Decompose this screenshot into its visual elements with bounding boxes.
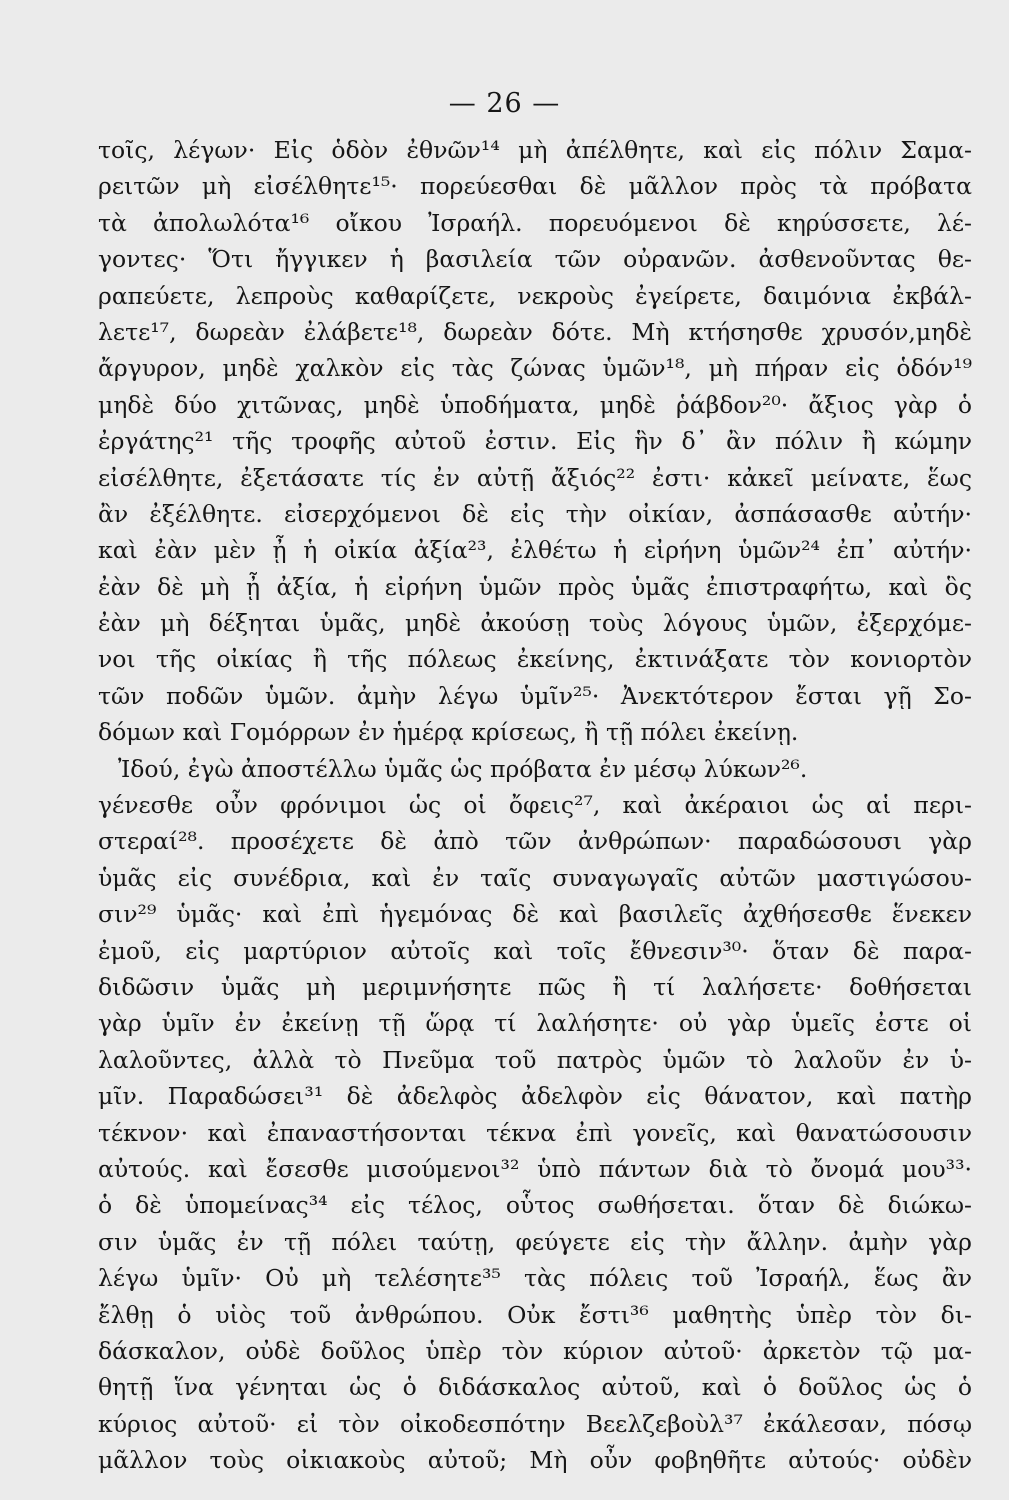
text-line: θητῇ ἵνα γένηται ὡς ὁ διδάσκαλος αὐτοῦ, καὶ ὁ δοῦλος ὡς ὁ <box>98 1373 972 1402</box>
text-line: γὰρ ὑμῖν ἐν ἐκείνῃ τῇ ὥρᾳ τί λαλήσητε· οὐ γὰρ ὑμεῖς ἐστε οἱ <box>98 1009 972 1038</box>
text-line: ὁ δὲ ὑπομείνας³⁴ εἰς τέλος, οὗτος σωθήσεται. ὅταν δὲ διώκω- <box>98 1191 972 1220</box>
text-line: διδῶσιν ὑμᾶς μὴ μεριμνήσητε πῶς ἢ τί λαλήσετε· δοθήσεται <box>98 972 972 1001</box>
text-line: ἄργυρον, μηδὲ χαλκὸν εἰς τὰς ζώνας ὑμῶν¹⁸, μὴ πήραν εἰς ὁδόν¹⁹ <box>98 354 972 383</box>
text-line: στεραί²⁸. προσέχετε δὲ ἀπὸ τῶν ἀνθρώπων· παραδώσουσι γὰρ <box>98 827 972 856</box>
text-line: εἰσέλθητε, ἐξετάσατε τίς ἐν αὐτῇ ἄξιός²² ἐστι· κἀκεῖ μείνατε, ἕως <box>98 463 972 492</box>
text-line: λαλοῦντες, ἀλλὰ τὸ Πνεῦμα τοῦ πατρὸς ὑμῶν τὸ λαλοῦν ἐν ὑ- <box>98 1045 972 1074</box>
text-line: λετε¹⁷, δωρεὰν ἐλάβετε¹⁸, δωρεὰν δότε. Μὴ κτήσησθε χρυσόν,μηδὲ <box>98 317 972 346</box>
text-line: ἂν ἐξέλθητε. εἰσερχόμενοι δὲ εἰς τὴν οἰκίαν, ἀσπάσασθε αὐτήν· <box>98 499 972 528</box>
text-line: ἔλθῃ ὁ υἱὸς τοῦ ἀνθρώπου. Οὐκ ἔστι³⁶ μαθητὴς ὑπὲρ τὸν δι- <box>98 1300 972 1329</box>
text-line: μᾶλλον τοὺς οἰκιακοὺς αὐτοῦ; Μὴ οὖν φοβηθῆτε αὐτούς· οὐδὲν <box>98 1446 972 1475</box>
paragraph <box>98 132 972 751</box>
text-line: ὑμᾶς εἰς συνέδρια, καὶ ἐν ταῖς συναγωγαῖς αὐτῶν μαστιγώσου- <box>98 863 972 892</box>
text-line: ἐὰν δὲ μὴ ᾖ ἀξία, ἡ εἰρήνη ὑμῶν πρὸς ὑμᾶς ἐπιστραφήτω, καὶ ὃς <box>98 572 972 601</box>
page-number: — 26 — <box>448 88 561 119</box>
text-line: αὐτούς. καὶ ἔσεσθε μισούμενοι³² ὑπὸ πάντων διὰ τὸ ὄνομά μου³³· <box>98 1154 972 1183</box>
text-line: καὶ ἐὰν μὲν ᾖ ἡ οἰκία ἀξία²³, ἐλθέτω ἡ εἰρήνη ὑμῶν²⁴ ἐπ᾽ αὐτήν· <box>98 536 972 565</box>
text-line: σιν²⁹ ὑμᾶς· καὶ ἐπὶ ἡγεμόνας δὲ καὶ βασιλεῖς ἀχθήσεσθε ἕνεκεν <box>98 900 972 929</box>
text-line: δόμων καὶ Γομόρρων ἐν ἡμέρᾳ κρίσεως, ἢ τῇ πόλει ἐκείνῃ. <box>98 718 799 747</box>
text-line: τὰ ἀπολωλότα¹⁶ οἴκου Ἰσραήλ. πορευόμενοι δὲ κηρύσσετε, λέ- <box>98 208 972 237</box>
text-line: γοντες· Ὅτι ἤγγικεν ἡ βασιλεία τῶν οὐρανῶν. ἀσθενοῦντας θε- <box>98 245 972 274</box>
text-line: τῶν ποδῶν ὑμῶν. ἀμὴν λέγω ὑμῖν²⁵· Ἀνεκτότερον ἔσται γῇ Σο- <box>98 681 972 710</box>
text-line: ἐμοῦ, εἰς μαρτύριον αὐτοῖς καὶ τοῖς ἔθνεσιν³⁰· ὅταν δὲ παρα- <box>98 936 972 965</box>
text-line: Ἰδού, ἐγὼ ἀποστέλλω ὑμᾶς ὡς πρόβατα ἐν μέσῳ λύκων²⁶. <box>118 754 808 783</box>
text-line: τέκνον· καὶ ἐπαναστήσονται τέκνα ἐπὶ γονεῖς, καὶ θανατώσουσιν <box>98 1118 972 1147</box>
text-line: γένεσθε οὖν φρόνιμοι ὡς οἱ ὄφεις²⁷, καὶ ἀκέραιοι ὡς αἱ περι- <box>98 791 972 820</box>
text-line: ἐὰν μὴ δέξηται ὑμᾶς, μηδὲ ἀκούσῃ τοὺς λόγους ὑμῶν, ἐξερχόμε- <box>98 609 972 638</box>
body-text <box>98 132 972 1478</box>
paragraph <box>98 751 972 1479</box>
text-line: σιν ὑμᾶς ἐν τῇ πόλει ταύτῃ, φεύγετε εἰς τὴν ἄλλην. ἀμὴν γὰρ <box>98 1227 972 1256</box>
text-line: μῖν. Παραδώσει³¹ δὲ ἀδελφὸς ἀδελφὸν εἰς θάνατον, καὶ πατὴρ <box>98 1082 972 1111</box>
text-line: νοι τῆς οἰκίας ἢ τῆς πόλεως ἐκείνης, ἐκτινάξατε τὸν κονιορτὸν <box>98 645 972 674</box>
text-line: τοῖς, λέγων· Εἰς ὁδὸν ἐθνῶν¹⁴ μὴ ἀπέλθητε, καὶ εἰς πόλιν Σαμα- <box>98 136 972 164</box>
text-line: κύριος αὐτοῦ· εἰ τὸν οἰκοδεσπότην Βεελζεβοὺλ³⁷ ἐκάλεσαν, πόσῳ <box>98 1409 972 1438</box>
text-line: δάσκαλον, οὐδὲ δοῦλος ὑπὲρ τὸν κύριον αὐτοῦ· ἀρκετὸν τῷ μα- <box>98 1336 972 1365</box>
text-line: μηδὲ δύο χιτῶνας, μηδὲ ὑποδήματα, μηδὲ ῥάβδον²⁰· ἄξιος γὰρ ὁ <box>98 390 972 419</box>
text-line: λέγω ὑμῖν· Οὐ μὴ τελέσητε³⁵ τὰς πόλεις τοῦ Ἰσραήλ, ἕως ἂν <box>98 1264 972 1293</box>
text-line: ρειτῶν μὴ εἰσέλθητε¹⁵· πορεύεσθαι δὲ μᾶλλον πρὸς τὰ πρόβατα <box>98 172 972 201</box>
text-line: ἐργάτης²¹ τῆς τροφῆς αὐτοῦ ἐστιν. Εἰς ἣν δ᾽ ἂν πόλιν ἢ κώμην <box>98 427 972 456</box>
text-line: ραπεύετε, λεπροὺς καθαρίζετε, νεκροὺς ἐγείρετε, δαιμόνια ἐκβάλ- <box>98 281 972 310</box>
